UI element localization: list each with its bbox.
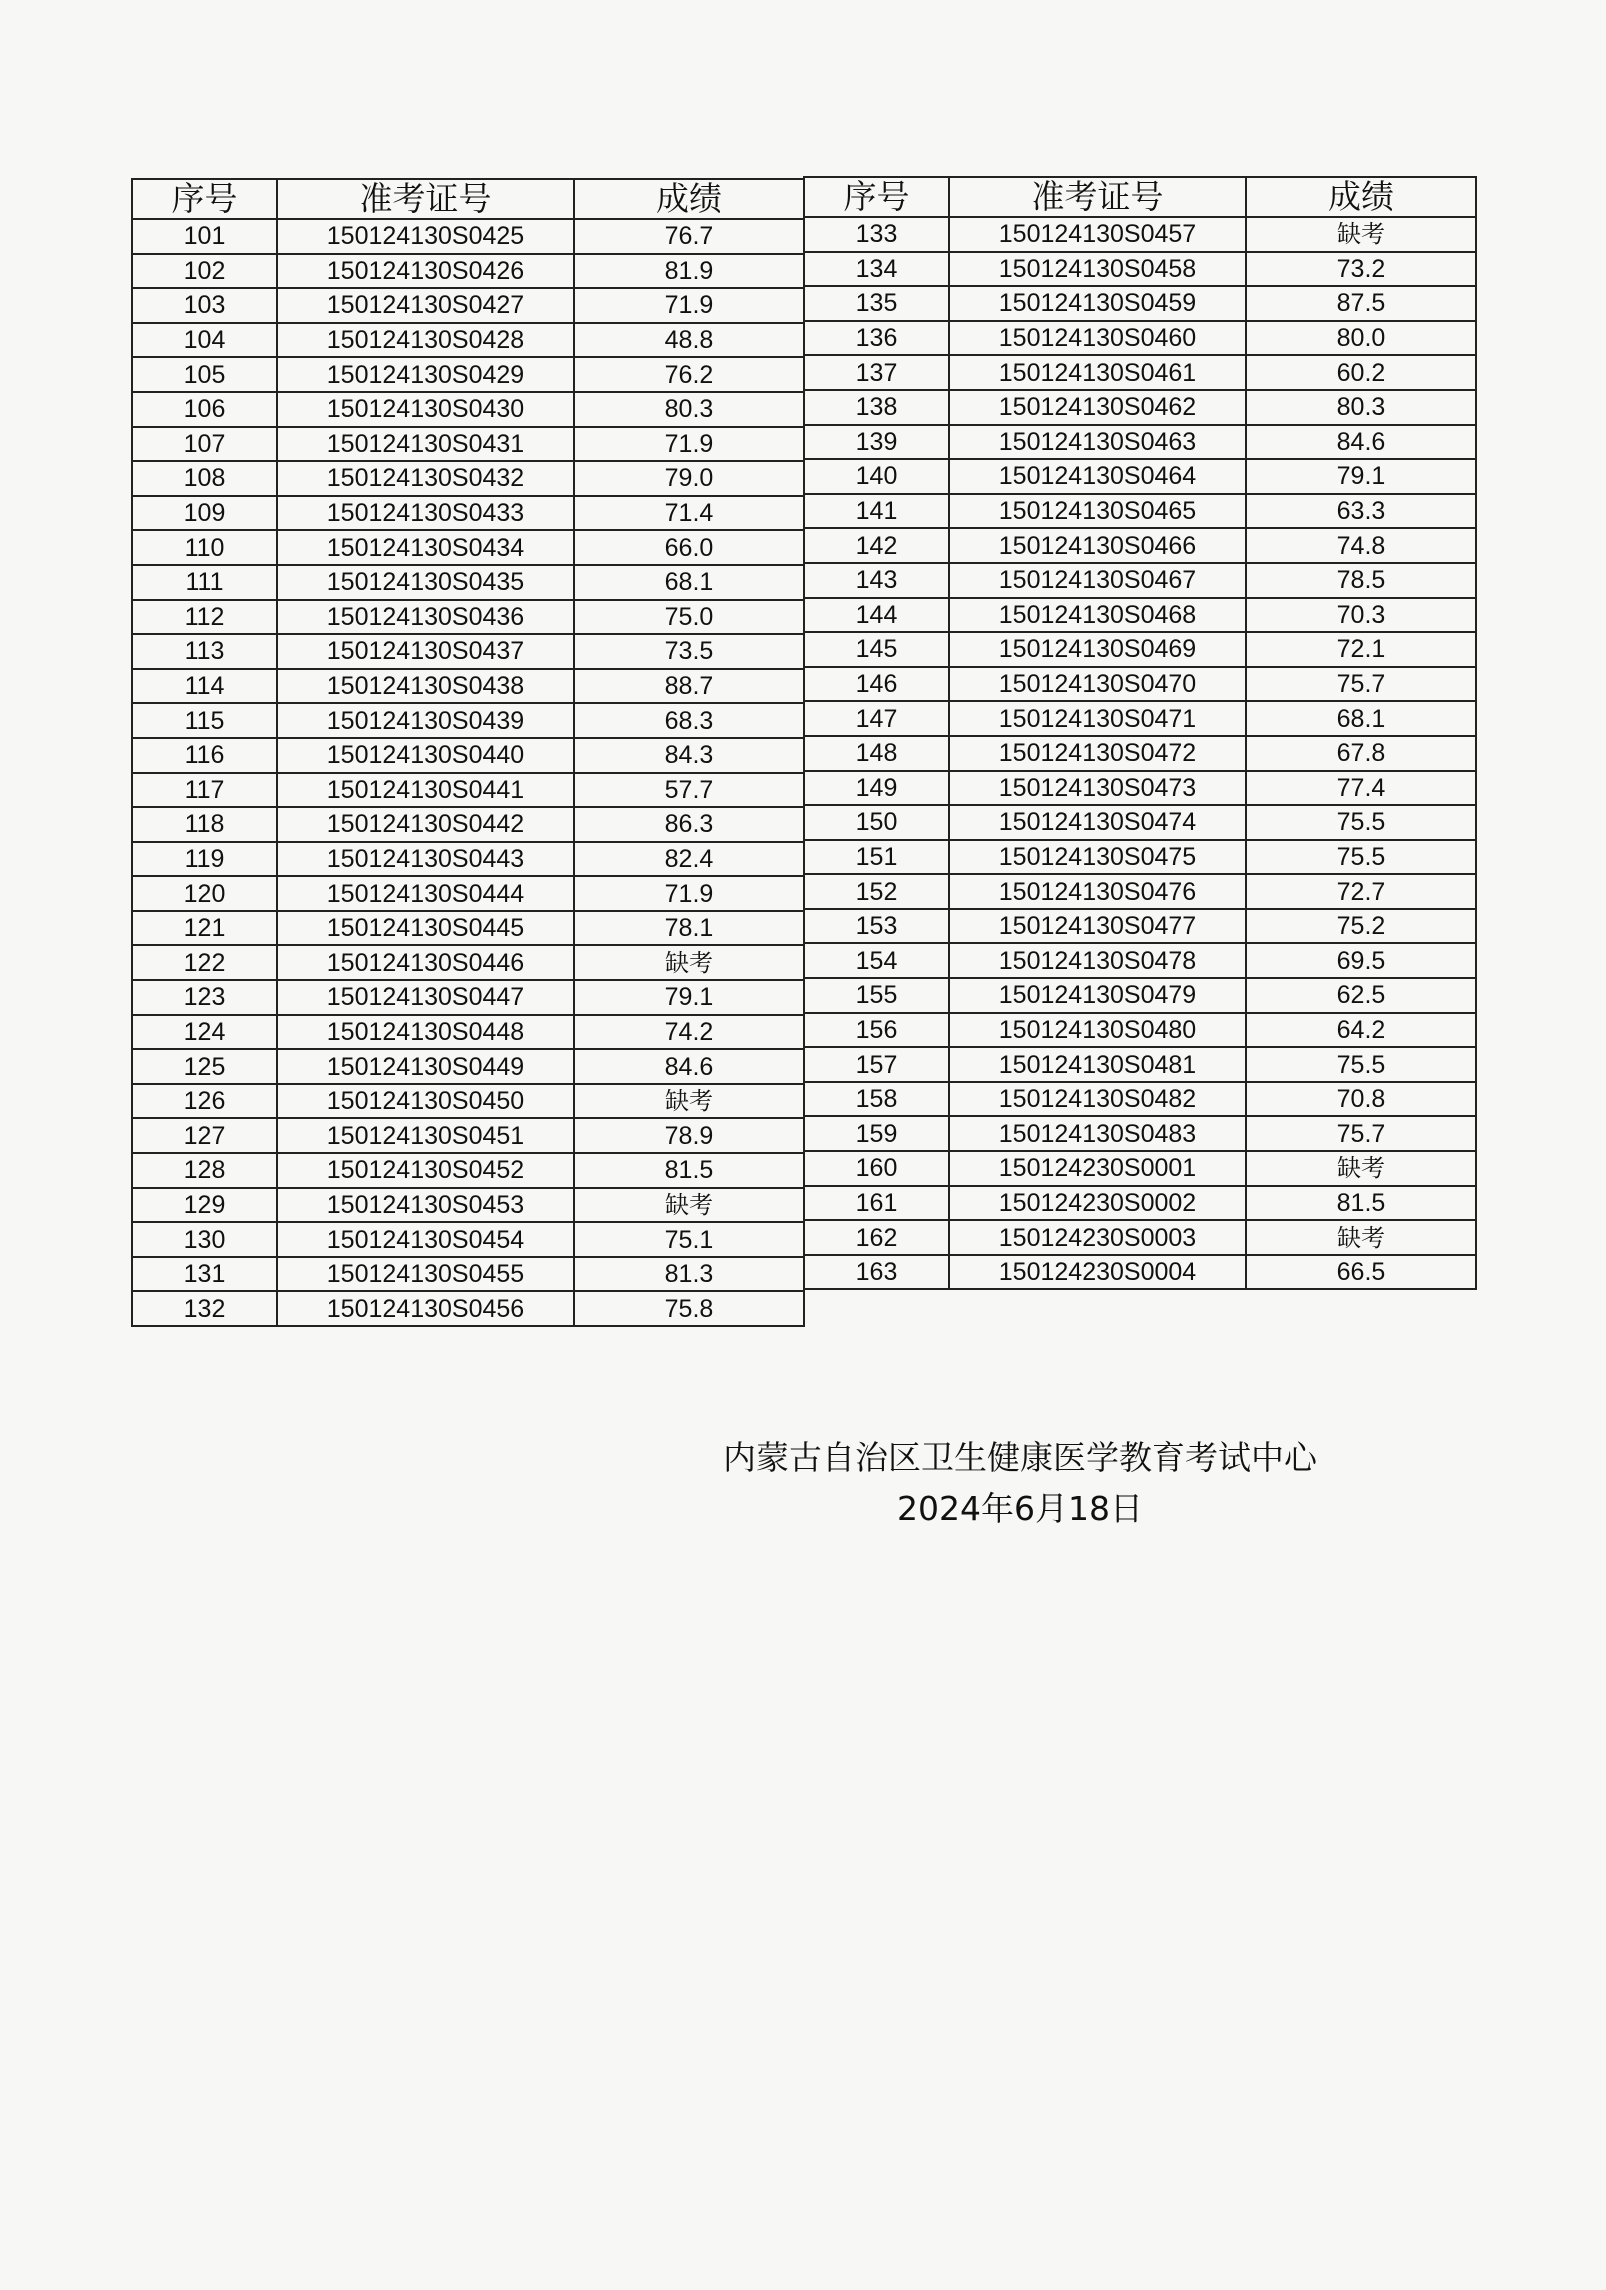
table-row: [132, 807, 804, 842]
cell-score: 78.1: [574, 911, 804, 946]
cell-score: 71.9: [574, 427, 804, 462]
cell-exam-id: 150124130S0472: [949, 736, 1246, 771]
table-row: [804, 667, 1476, 702]
table-row: [804, 1151, 1476, 1186]
cell-score: 81.5: [1246, 1186, 1476, 1221]
cell-exam-id: 150124130S0447: [277, 980, 574, 1015]
cell-exam-id: 150124130S0434: [277, 530, 574, 565]
cell-exam-id: 150124130S0442: [277, 807, 574, 842]
table-row: [132, 1291, 804, 1326]
cell-exam-id: 150124130S0461: [949, 355, 1246, 390]
cell-exam-id: 150124130S0477: [949, 909, 1246, 944]
cell-exam-id: 150124130S0446: [277, 945, 574, 980]
table-row: [804, 1186, 1476, 1221]
cell-score: 缺考: [1246, 1220, 1476, 1255]
cell-exam-id: 150124130S0454: [277, 1222, 574, 1257]
cell-exam-id: 150124130S0450: [277, 1084, 574, 1119]
table-row: [804, 1255, 1476, 1290]
cell-score: 71.9: [574, 288, 804, 323]
cell-score: 71.4: [574, 496, 804, 531]
cell-seq: 106: [132, 392, 277, 427]
cell-score: 75.8: [574, 1291, 804, 1326]
table-row: [132, 911, 804, 946]
cell-seq: 140: [804, 459, 949, 494]
cell-score: 72.7: [1246, 874, 1476, 909]
cell-score: 81.3: [574, 1257, 804, 1292]
cell-seq: 125: [132, 1049, 277, 1084]
cell-exam-id: 150124130S0435: [277, 565, 574, 600]
cell-seq: 103: [132, 288, 277, 323]
cell-score: 74.8: [1246, 528, 1476, 563]
cell-exam-id: 150124130S0460: [949, 321, 1246, 356]
cell-score: 63.3: [1246, 494, 1476, 529]
cell-seq: 160: [804, 1151, 949, 1186]
table-row: [132, 876, 804, 911]
cell-seq: 113: [132, 634, 277, 669]
cell-seq: 130: [132, 1222, 277, 1257]
cell-score: 缺考: [574, 945, 804, 980]
cell-score: 68.1: [1246, 701, 1476, 736]
cell-exam-id: 150124130S0441: [277, 773, 574, 808]
cell-seq: 163: [804, 1255, 949, 1290]
cell-exam-id: 150124130S0480: [949, 1013, 1246, 1048]
cell-exam-id: 150124130S0456: [277, 1291, 574, 1326]
cell-exam-id: 150124130S0426: [277, 254, 574, 289]
cell-seq: 127: [132, 1118, 277, 1153]
cell-seq: 138: [804, 390, 949, 425]
cell-exam-id: 150124130S0449: [277, 1049, 574, 1084]
table-row: [132, 288, 804, 323]
cell-score: 75.5: [1246, 840, 1476, 875]
cell-score: 75.0: [574, 600, 804, 635]
cell-score: 84.6: [574, 1049, 804, 1084]
cell-exam-id: 150124130S0459: [949, 286, 1246, 321]
cell-score: 84.3: [574, 738, 804, 773]
cell-score: 75.7: [1246, 667, 1476, 702]
cell-seq: 152: [804, 874, 949, 909]
cell-seq: 162: [804, 1220, 949, 1255]
table-row: [804, 1116, 1476, 1151]
cell-score: 80.3: [1246, 390, 1476, 425]
cell-exam-id: 150124130S0439: [277, 703, 574, 738]
cell-score: 84.6: [1246, 425, 1476, 460]
cell-seq: 141: [804, 494, 949, 529]
cell-seq: 102: [132, 254, 277, 289]
cell-seq: 124: [132, 1015, 277, 1050]
cell-seq: 133: [804, 217, 949, 252]
cell-seq: 145: [804, 632, 949, 667]
cell-seq: 157: [804, 1047, 949, 1082]
header-score: 成绩: [574, 179, 804, 219]
table-row: [132, 530, 804, 565]
cell-exam-id: 150124130S0451: [277, 1118, 574, 1153]
issue-date: 2024年6月18日: [897, 1489, 1143, 1528]
cell-seq: 131: [132, 1257, 277, 1292]
cell-score: 57.7: [574, 773, 804, 808]
cell-score: 86.3: [574, 807, 804, 842]
cell-score: 73.5: [574, 634, 804, 669]
table-row: [804, 632, 1476, 667]
cell-seq: 147: [804, 701, 949, 736]
cell-score: 71.9: [574, 876, 804, 911]
cell-exam-id: 150124130S0429: [277, 357, 574, 392]
cell-seq: 112: [132, 600, 277, 635]
cell-exam-id: 150124130S0428: [277, 323, 574, 358]
cell-exam-id: 150124130S0471: [949, 701, 1246, 736]
cell-seq: 161: [804, 1186, 949, 1221]
cell-exam-id: 150124230S0001: [949, 1151, 1246, 1186]
header-exam-id: 准考证号: [277, 179, 574, 219]
header-seq: 序号: [804, 177, 949, 217]
cell-score: 66.0: [574, 530, 804, 565]
table-row: [132, 254, 804, 289]
cell-seq: 135: [804, 286, 949, 321]
table-row: [804, 321, 1476, 356]
cell-seq: 116: [132, 738, 277, 773]
cell-exam-id: 150124130S0482: [949, 1082, 1246, 1117]
cell-seq: 107: [132, 427, 277, 462]
cell-score: 82.4: [574, 842, 804, 877]
header-seq: 序号: [132, 179, 277, 219]
table-row: [132, 773, 804, 808]
table-row: [804, 805, 1476, 840]
cell-exam-id: 150124130S0462: [949, 390, 1246, 425]
cell-score: 81.9: [574, 254, 804, 289]
table-row: [804, 771, 1476, 806]
cell-exam-id: 150124130S0437: [277, 634, 574, 669]
cell-exam-id: 150124130S0432: [277, 461, 574, 496]
cell-exam-id: 150124130S0430: [277, 392, 574, 427]
table-row: [804, 563, 1476, 598]
table-row: [804, 217, 1476, 252]
cell-exam-id: 150124230S0004: [949, 1255, 1246, 1290]
cell-exam-id: 150124130S0478: [949, 943, 1246, 978]
cell-score: 67.8: [1246, 736, 1476, 771]
cell-seq: 122: [132, 945, 277, 980]
cell-score: 缺考: [1246, 217, 1476, 252]
table-row: [132, 634, 804, 669]
cell-score: 缺考: [1246, 1151, 1476, 1186]
cell-exam-id: 150124130S0433: [277, 496, 574, 531]
cell-exam-id: 150124130S0443: [277, 842, 574, 877]
cell-exam-id: 150124130S0457: [949, 217, 1246, 252]
cell-exam-id: 150124130S0479: [949, 978, 1246, 1013]
cell-seq: 143: [804, 563, 949, 598]
cell-exam-id: 150124130S0438: [277, 669, 574, 704]
cell-seq: 119: [132, 842, 277, 877]
cell-exam-id: 150124130S0467: [949, 563, 1246, 598]
cell-seq: 150: [804, 805, 949, 840]
cell-exam-id: 150124130S0481: [949, 1047, 1246, 1082]
cell-exam-id: 150124130S0436: [277, 600, 574, 635]
cell-score: 88.7: [574, 669, 804, 704]
table-row: [132, 842, 804, 877]
cell-exam-id: 150124130S0470: [949, 667, 1246, 702]
score-table-left: [131, 178, 805, 1327]
cell-score: 缺考: [574, 1188, 804, 1223]
cell-exam-id: 150124130S0455: [277, 1257, 574, 1292]
cell-exam-id: 150124130S0427: [277, 288, 574, 323]
table-row: [804, 978, 1476, 1013]
cell-seq: 151: [804, 840, 949, 875]
table-row: [132, 1084, 804, 1119]
cell-score: 62.5: [1246, 978, 1476, 1013]
cell-seq: 108: [132, 461, 277, 496]
cell-exam-id: 150124130S0444: [277, 876, 574, 911]
cell-score: 74.2: [574, 1015, 804, 1050]
cell-seq: 158: [804, 1082, 949, 1117]
table-row: [804, 840, 1476, 875]
cell-score: 80.0: [1246, 321, 1476, 356]
table-row: [804, 598, 1476, 633]
cell-score: 68.3: [574, 703, 804, 738]
cell-seq: 155: [804, 978, 949, 1013]
cell-score: 60.2: [1246, 355, 1476, 390]
cell-score: 缺考: [574, 1084, 804, 1119]
cell-score: 64.2: [1246, 1013, 1476, 1048]
cell-exam-id: 150124130S0463: [949, 425, 1246, 460]
table-row: [132, 392, 804, 427]
cell-seq: 132: [132, 1291, 277, 1326]
table-row: [804, 701, 1476, 736]
table-row: [804, 425, 1476, 460]
cell-seq: 159: [804, 1116, 949, 1151]
cell-score: 70.3: [1246, 598, 1476, 633]
cell-exam-id: 150124130S0474: [949, 805, 1246, 840]
cell-score: 80.3: [574, 392, 804, 427]
table-row: [132, 669, 804, 704]
table-row: [132, 461, 804, 496]
cell-seq: 115: [132, 703, 277, 738]
cell-score: 70.8: [1246, 1082, 1476, 1117]
cell-seq: 149: [804, 771, 949, 806]
cell-score: 75.5: [1246, 1047, 1476, 1082]
cell-score: 77.4: [1246, 771, 1476, 806]
table-row: [804, 252, 1476, 287]
table-row: [804, 736, 1476, 771]
cell-score: 69.5: [1246, 943, 1476, 978]
cell-score: 48.8: [574, 323, 804, 358]
table-row: [132, 219, 804, 254]
issuing-organization: 内蒙古自治区卫生健康医学教育考试中心: [723, 1438, 1317, 1477]
cell-exam-id: 150124130S0445: [277, 911, 574, 946]
cell-seq: 137: [804, 355, 949, 390]
table-row: [132, 1188, 804, 1223]
cell-exam-id: 150124130S0475: [949, 840, 1246, 875]
table-row: [804, 1013, 1476, 1048]
table-row: [132, 1222, 804, 1257]
table-row: [132, 1015, 804, 1050]
table-row: [804, 390, 1476, 425]
cell-seq: 139: [804, 425, 949, 460]
table-row: [804, 528, 1476, 563]
cell-seq: 111: [132, 565, 277, 600]
cell-score: 72.1: [1246, 632, 1476, 667]
cell-seq: 148: [804, 736, 949, 771]
score-table-right: [803, 176, 1477, 1290]
cell-seq: 123: [132, 980, 277, 1015]
cell-exam-id: 150124130S0483: [949, 1116, 1246, 1151]
cell-exam-id: 150124230S0003: [949, 1220, 1246, 1255]
cell-score: 75.7: [1246, 1116, 1476, 1151]
cell-score: 79.1: [574, 980, 804, 1015]
cell-seq: 146: [804, 667, 949, 702]
cell-score: 76.2: [574, 357, 804, 392]
table-row: [132, 1257, 804, 1292]
cell-exam-id: 150124130S0473: [949, 771, 1246, 806]
table-row: [132, 1118, 804, 1153]
cell-score: 75.2: [1246, 909, 1476, 944]
cell-seq: 128: [132, 1153, 277, 1188]
cell-score: 68.1: [574, 565, 804, 600]
table-row: [804, 943, 1476, 978]
header-row: [132, 179, 804, 219]
cell-seq: 121: [132, 911, 277, 946]
cell-exam-id: 150124130S0452: [277, 1153, 574, 1188]
table-row: [804, 494, 1476, 529]
cell-seq: 117: [132, 773, 277, 808]
cell-seq: 153: [804, 909, 949, 944]
table-row: [804, 355, 1476, 390]
cell-score: 78.5: [1246, 563, 1476, 598]
cell-score: 81.5: [574, 1153, 804, 1188]
cell-seq: 126: [132, 1084, 277, 1119]
cell-score: 87.5: [1246, 286, 1476, 321]
table-row: [132, 496, 804, 531]
cell-seq: 129: [132, 1188, 277, 1223]
header-exam-id: 准考证号: [949, 177, 1246, 217]
cell-seq: 120: [132, 876, 277, 911]
table-row: [804, 286, 1476, 321]
cell-exam-id: 150124130S0469: [949, 632, 1246, 667]
table-row: [132, 1049, 804, 1084]
table-row: [804, 874, 1476, 909]
header-row: [804, 177, 1476, 217]
table-row: [132, 703, 804, 738]
cell-score: 76.7: [574, 219, 804, 254]
cell-exam-id: 150124130S0476: [949, 874, 1246, 909]
cell-seq: 104: [132, 323, 277, 358]
table-row: [804, 1220, 1476, 1255]
table-row: [132, 738, 804, 773]
cell-exam-id: 150124130S0465: [949, 494, 1246, 529]
cell-seq: 101: [132, 219, 277, 254]
cell-score: 78.9: [574, 1118, 804, 1153]
cell-seq: 118: [132, 807, 277, 842]
cell-exam-id: 150124130S0453: [277, 1188, 574, 1223]
cell-score: 75.5: [1246, 805, 1476, 840]
cell-exam-id: 150124130S0458: [949, 252, 1246, 287]
cell-exam-id: 150124130S0425: [277, 219, 574, 254]
cell-seq: 114: [132, 669, 277, 704]
cell-exam-id: 150124130S0431: [277, 427, 574, 462]
table-row: [804, 909, 1476, 944]
cell-seq: 142: [804, 528, 949, 563]
table-row: [804, 1047, 1476, 1082]
cell-exam-id: 150124230S0002: [949, 1186, 1246, 1221]
cell-seq: 105: [132, 357, 277, 392]
table-row: [804, 1082, 1476, 1117]
table-row: [132, 323, 804, 358]
table-row: [132, 980, 804, 1015]
table-row: [132, 1153, 804, 1188]
table-row: [132, 427, 804, 462]
cell-exam-id: 150124130S0466: [949, 528, 1246, 563]
cell-score: 66.5: [1246, 1255, 1476, 1290]
cell-exam-id: 150124130S0468: [949, 598, 1246, 633]
cell-score: 79.1: [1246, 459, 1476, 494]
cell-seq: 109: [132, 496, 277, 531]
cell-exam-id: 150124130S0440: [277, 738, 574, 773]
cell-score: 79.0: [574, 461, 804, 496]
cell-seq: 144: [804, 598, 949, 633]
cell-seq: 154: [804, 943, 949, 978]
cell-seq: 156: [804, 1013, 949, 1048]
cell-seq: 136: [804, 321, 949, 356]
table-row: [132, 600, 804, 635]
cell-seq: 110: [132, 530, 277, 565]
cell-exam-id: 150124130S0464: [949, 459, 1246, 494]
cell-exam-id: 150124130S0448: [277, 1015, 574, 1050]
table-row: [132, 357, 804, 392]
table-row: [132, 945, 804, 980]
cell-seq: 134: [804, 252, 949, 287]
cell-score: 75.1: [574, 1222, 804, 1257]
table-row: [132, 565, 804, 600]
cell-score: 73.2: [1246, 252, 1476, 287]
header-score: 成绩: [1246, 177, 1476, 217]
table-row: [804, 459, 1476, 494]
